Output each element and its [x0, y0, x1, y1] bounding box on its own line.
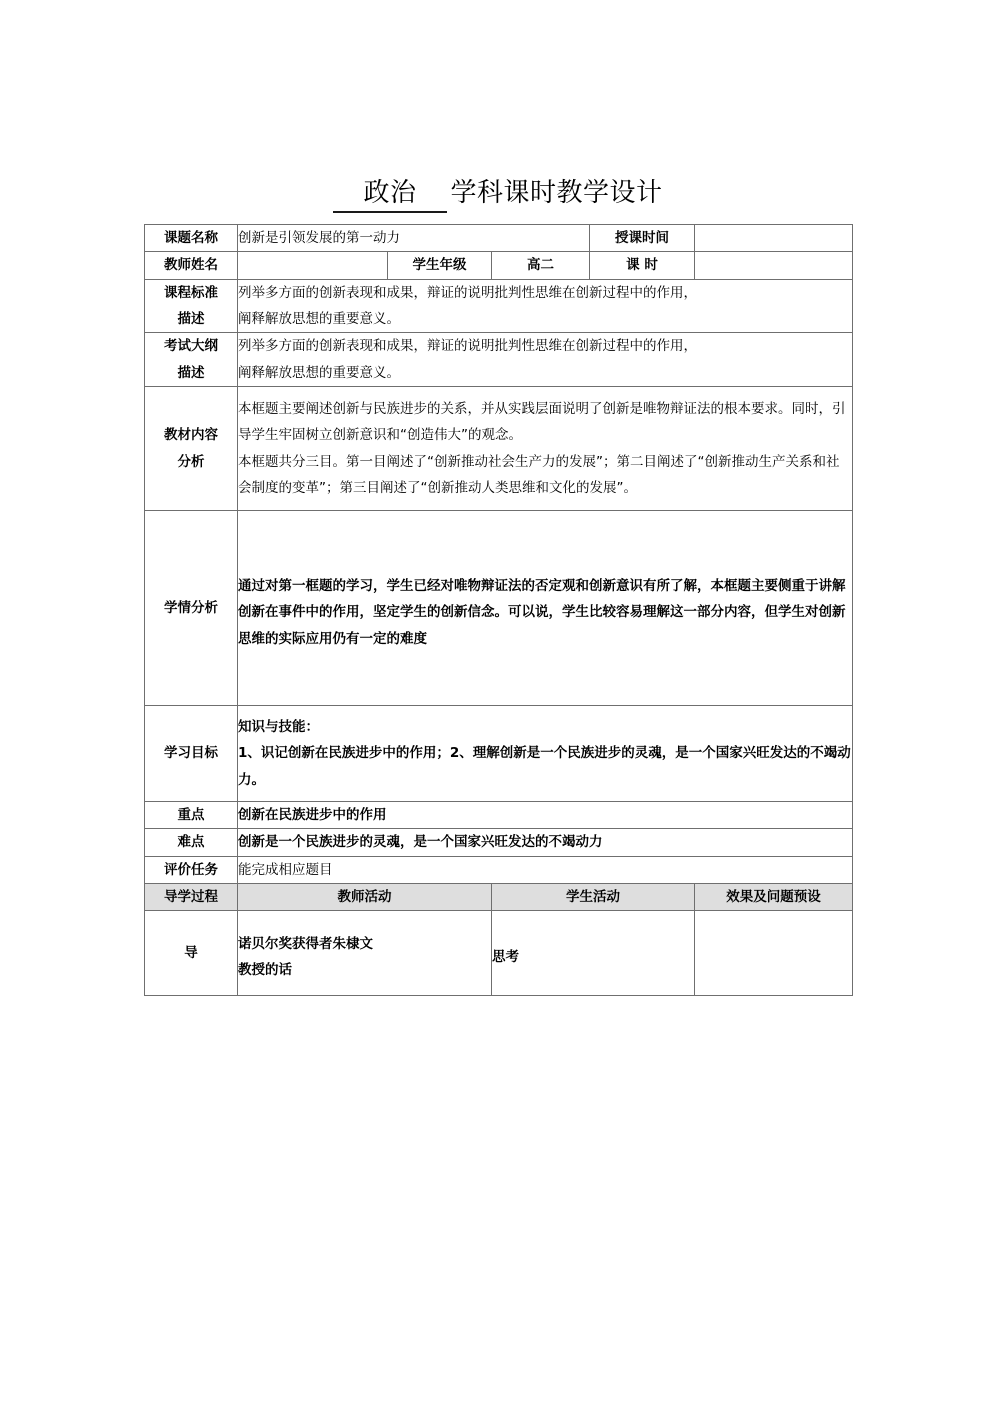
value-period-count[interactable] [695, 252, 853, 279]
label-exam-syllabus-line1: 考试大纲 [164, 338, 218, 355]
teacher-activity-line2: 教授的话 [238, 962, 292, 979]
label-student-situation: 学情分析 [145, 511, 238, 706]
table-row-curriculum-standard [145, 279, 853, 333]
header-effect-and-issues: 效果及问题预设 [695, 884, 853, 911]
value-effect-intro[interactable] [695, 911, 853, 996]
exam-syllabus-line2: 阐释解放思想的重要意义。 [238, 364, 400, 381]
value-learning-objectives[interactable] [238, 706, 853, 802]
label-topic-name: 课题名称 [145, 225, 238, 252]
label-exam-syllabus [145, 333, 238, 387]
value-topic-name[interactable]: 创新是引领发展的第一动力 [238, 225, 590, 252]
value-material-analysis[interactable] [238, 386, 853, 510]
table-row-key-point [145, 802, 853, 829]
table-row-learning-objectives [145, 706, 853, 802]
label-curriculum-standard-line1: 课程标准 [164, 284, 218, 301]
table-row-topic [145, 225, 853, 252]
exam-syllabus-line1: 列举多方面的创新表现和成果，辩证的说明批判性思维在创新过程中的作用， [238, 338, 697, 355]
label-material-analysis-line2: 分析 [177, 453, 205, 470]
title-subject: 政治 [333, 172, 446, 213]
learning-objectives-line2: 1、识记创新在民族进步中的作用；2、理解创新是一个民族进步的灵魂，是一个国家兴旺发达的不竭动力。 [238, 745, 851, 788]
value-difficult-point[interactable]: 创新是一个民族进步的灵魂，是一个国家兴旺发达的不竭动力 [238, 829, 853, 856]
label-curriculum-standard-line2: 描述 [177, 310, 205, 327]
label-teacher-name: 教师姓名 [145, 252, 238, 279]
value-exam-syllabus[interactable] [238, 333, 853, 387]
label-material-analysis-line1: 教材内容 [164, 427, 218, 444]
value-curriculum-standard[interactable] [238, 279, 853, 333]
label-class-time: 授课时间 [590, 225, 695, 252]
label-stage-intro: 导 [145, 911, 238, 996]
table-row-student-situation [145, 511, 853, 706]
header-teacher-activity: 教师活动 [238, 884, 492, 911]
value-teacher-activity-intro[interactable] [238, 911, 492, 996]
label-student-grade: 学生年级 [388, 252, 492, 279]
value-student-grade[interactable]: 高二 [492, 252, 590, 279]
curriculum-standard-line2: 阐释解放思想的重要意义。 [238, 310, 400, 327]
value-student-situation[interactable]: 通过对第一框题的学习，学生已经对唯物辩证法的否定观和创新意识有所了解，本框题主要侧重于讲解创新在事件中的作用，坚定学生的创新信念。可以说，学生比较容易理解这一部分内容，但学生对创新思维的实际应用仍有一定的难度 [238, 511, 853, 706]
table-row-material-analysis [145, 386, 853, 510]
material-analysis-para1: 本框题主要阐述创新与民族进步的关系，并从实践层面说明了创新是唯物辩证法的根本要求。同时，引导学生牢固树立创新意识和“创造伟大”的观念。 [238, 400, 846, 444]
header-student-activity: 学生活动 [492, 884, 695, 911]
lesson-plan-table [144, 224, 853, 996]
value-key-point[interactable]: 创新在民族进步中的作用 [238, 802, 853, 829]
label-evaluation-task: 评价任务 [145, 856, 238, 883]
curriculum-standard-line1: 列举多方面的创新表现和成果，辩证的说明批判性思维在创新过程中的作用， [238, 284, 697, 301]
value-teacher-name[interactable] [238, 252, 388, 279]
label-learning-objectives: 学习目标 [145, 706, 238, 802]
label-period-count: 课 时 [590, 252, 695, 279]
table-row-teacher [145, 252, 853, 279]
label-curriculum-standard [145, 279, 238, 333]
table-row-process-header [145, 884, 853, 911]
header-guided-process: 导学过程 [145, 884, 238, 911]
material-analysis-para2: 本框题共分三目。第一目阐述了“创新推动社会生产力的发展”；第二目阐述了“创新推动生产关系和社会制度的变革”；第三目阐述了“创新推动人类思维和文化的发展”。 [238, 453, 840, 496]
value-evaluation-task[interactable]: 能完成相应题目 [238, 856, 853, 883]
table-row-exam-syllabus [145, 333, 853, 387]
title-rest: 学科课时教学设计 [450, 178, 663, 208]
page-title [144, 172, 852, 213]
table-row-difficult-point [145, 829, 853, 856]
label-key-point: 重点 [145, 802, 238, 829]
label-difficult-point: 难点 [145, 829, 238, 856]
value-student-activity-intro[interactable]: 思考 [492, 911, 695, 996]
learning-objectives-line1: 知识与技能： [238, 719, 319, 736]
table-row-process-intro [145, 911, 853, 996]
table-row-evaluation-task [145, 856, 853, 883]
value-class-time[interactable] [695, 225, 853, 252]
label-material-analysis [145, 386, 238, 510]
teacher-activity-line1: 诺贝尔奖获得者朱棣文 [238, 936, 373, 952]
label-exam-syllabus-line2: 描述 [177, 364, 205, 381]
